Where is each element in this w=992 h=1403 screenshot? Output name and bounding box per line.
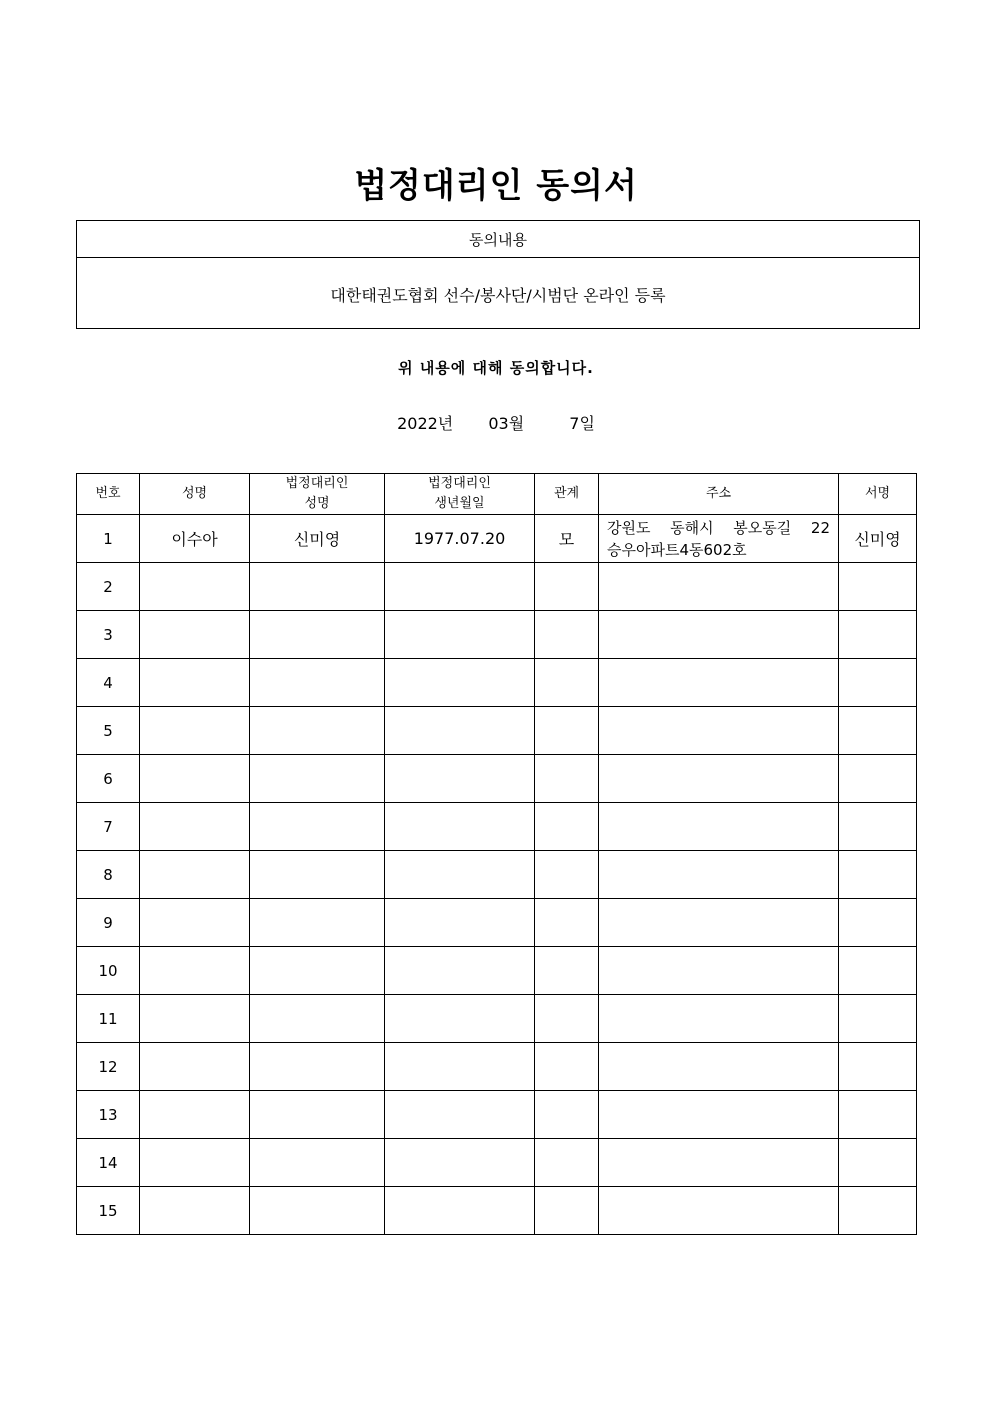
- address-line1: 강원도 동해시 봉오동길 22: [607, 518, 830, 537]
- cell-name: [140, 803, 250, 851]
- cell-relation: [535, 851, 599, 899]
- agreement-text: 위 내용에 대해 동의합니다.: [398, 359, 594, 377]
- cell-guardian-name: [250, 1091, 385, 1139]
- cell-guardian-birth: [385, 611, 535, 659]
- roster-body: [77, 515, 917, 1235]
- cell-relation: [535, 803, 599, 851]
- cell-guardian-name: [250, 1187, 385, 1235]
- cell-address: [599, 1091, 839, 1139]
- cell-signature: [839, 755, 917, 803]
- cell-signature: [839, 1139, 917, 1187]
- date-year: 2022년: [397, 414, 454, 433]
- cell-guardian-birth: [385, 1139, 535, 1187]
- table-row: [77, 1091, 917, 1139]
- date-month: 03월: [488, 414, 525, 433]
- cell-guardian-birth: [385, 803, 535, 851]
- cell-guardian-name: [250, 563, 385, 611]
- cell-guardian-name: [250, 947, 385, 995]
- header-relation: 관계: [535, 474, 599, 515]
- cell-guardian-birth: [385, 755, 535, 803]
- cell-relation: [535, 899, 599, 947]
- table-row: [77, 995, 917, 1043]
- cell-relation: [535, 947, 599, 995]
- cell-no: 10: [77, 947, 140, 995]
- cell-guardian-birth: [385, 1187, 535, 1235]
- cell-signature: [839, 659, 917, 707]
- table-row: [77, 851, 917, 899]
- cell-name: [140, 995, 250, 1043]
- cell-guardian-birth: [385, 899, 535, 947]
- table-row: [77, 611, 917, 659]
- header-address: 주소: [599, 474, 839, 515]
- cell-guardian-name: [250, 899, 385, 947]
- table-row: [77, 563, 917, 611]
- cell-relation: [535, 995, 599, 1043]
- header-guardian-name-line1: 법정대리인: [285, 476, 349, 491]
- cell-no: 12: [77, 1043, 140, 1091]
- table-row: [77, 659, 917, 707]
- cell-signature: [839, 899, 917, 947]
- cell-no: 9: [77, 899, 140, 947]
- cell-address: [599, 659, 839, 707]
- table-row: [77, 1187, 917, 1235]
- cell-relation: 모: [535, 515, 599, 563]
- cell-no: 1: [77, 515, 140, 563]
- header-guardian-birth: [385, 474, 535, 515]
- cell-signature: [839, 563, 917, 611]
- cell-address: [599, 803, 839, 851]
- cell-address: [599, 515, 839, 563]
- cell-guardian-birth: [385, 659, 535, 707]
- cell-relation: [535, 755, 599, 803]
- table-row: [77, 947, 917, 995]
- table-row: [77, 1139, 917, 1187]
- table-row: [77, 515, 917, 563]
- cell-address: [599, 755, 839, 803]
- cell-name: [140, 563, 250, 611]
- cell-signature: [839, 803, 917, 851]
- cell-no: 14: [77, 1139, 140, 1187]
- cell-signature: [839, 1187, 917, 1235]
- cell-guardian-name: [250, 1139, 385, 1187]
- cell-signature: 신미영: [839, 515, 917, 563]
- cell-name: [140, 707, 250, 755]
- cell-signature: [839, 995, 917, 1043]
- cell-name: [140, 851, 250, 899]
- cell-address: [599, 1043, 839, 1091]
- table-row: [77, 899, 917, 947]
- cell-guardian-name: [250, 611, 385, 659]
- cell-no: 3: [77, 611, 140, 659]
- header-no: 번호: [77, 474, 140, 515]
- header-guardian-birth-line2: 생년월일: [434, 496, 485, 511]
- cell-guardian-name: [250, 851, 385, 899]
- address-line2: 승우아파트4동602호: [607, 540, 747, 559]
- cell-name: [140, 1043, 250, 1091]
- cell-name: [140, 659, 250, 707]
- cell-guardian-name: [250, 755, 385, 803]
- cell-relation: [535, 1091, 599, 1139]
- cell-relation: [535, 1139, 599, 1187]
- cell-address: [599, 563, 839, 611]
- document-title: 법정대리인 동의서: [354, 166, 638, 206]
- cell-address: [599, 851, 839, 899]
- date-line: [0, 411, 992, 434]
- cell-address: [599, 995, 839, 1043]
- cell-guardian-birth: [385, 1091, 535, 1139]
- cell-guardian-birth: [385, 563, 535, 611]
- roster-table: [76, 473, 917, 1235]
- cell-guardian-name: [250, 1043, 385, 1091]
- header-signature: 서명: [839, 474, 917, 515]
- cell-guardian-name: 신미영: [250, 515, 385, 563]
- header-guardian-birth-line1: 법정대리인: [428, 476, 491, 491]
- cell-guardian-name: [250, 803, 385, 851]
- table-row: [77, 1043, 917, 1091]
- cell-guardian-name: [250, 707, 385, 755]
- cell-signature: [839, 1043, 917, 1091]
- cell-no: 13: [77, 1091, 140, 1139]
- cell-signature: [839, 707, 917, 755]
- cell-relation: [535, 1187, 599, 1235]
- header-guardian-name-line2: 성명: [304, 496, 330, 511]
- cell-no: 2: [77, 563, 140, 611]
- cell-guardian-name: [250, 659, 385, 707]
- cell-address: [599, 947, 839, 995]
- cell-guardian-birth: 1977.07.20: [385, 515, 535, 563]
- cell-name: [140, 1187, 250, 1235]
- cell-name: [140, 1139, 250, 1187]
- cell-guardian-birth: [385, 707, 535, 755]
- cell-name: [140, 611, 250, 659]
- header-name: 성명: [140, 474, 250, 515]
- cell-no: 8: [77, 851, 140, 899]
- cell-signature: [839, 947, 917, 995]
- cell-address: [599, 707, 839, 755]
- cell-guardian-birth: [385, 947, 535, 995]
- table-row: [77, 707, 917, 755]
- cell-address: [599, 899, 839, 947]
- cell-name: [140, 947, 250, 995]
- cell-name: 이수아: [140, 515, 250, 563]
- cell-guardian-birth: [385, 1043, 535, 1091]
- cell-relation: [535, 1043, 599, 1091]
- cell-no: 5: [77, 707, 140, 755]
- header-guardian-name: [250, 474, 385, 515]
- cell-address: [599, 611, 839, 659]
- cell-guardian-birth: [385, 995, 535, 1043]
- cell-name: [140, 899, 250, 947]
- cell-no: 11: [77, 995, 140, 1043]
- cell-no: 6: [77, 755, 140, 803]
- cell-name: [140, 755, 250, 803]
- date-day: 7일: [569, 414, 595, 433]
- table-row: [77, 755, 917, 803]
- table-header-row: [77, 474, 917, 515]
- cell-relation: [535, 611, 599, 659]
- cell-relation: [535, 659, 599, 707]
- cell-signature: [839, 1091, 917, 1139]
- cell-guardian-name: [250, 995, 385, 1043]
- consent-content: 대한태권도협회 선수/봉사단/시범단 온라인 등록: [330, 285, 666, 305]
- cell-relation: [535, 707, 599, 755]
- cell-signature: [839, 851, 917, 899]
- cell-relation: [535, 563, 599, 611]
- cell-address: [599, 1139, 839, 1187]
- cell-no: 15: [77, 1187, 140, 1235]
- cell-signature: [839, 611, 917, 659]
- consent-header: 동의내용: [77, 221, 919, 258]
- cell-no: 7: [77, 803, 140, 851]
- cell-guardian-birth: [385, 851, 535, 899]
- cell-name: [140, 1091, 250, 1139]
- table-row: [77, 803, 917, 851]
- cell-no: 4: [77, 659, 140, 707]
- consent-box: [76, 220, 920, 329]
- cell-address: [599, 1187, 839, 1235]
